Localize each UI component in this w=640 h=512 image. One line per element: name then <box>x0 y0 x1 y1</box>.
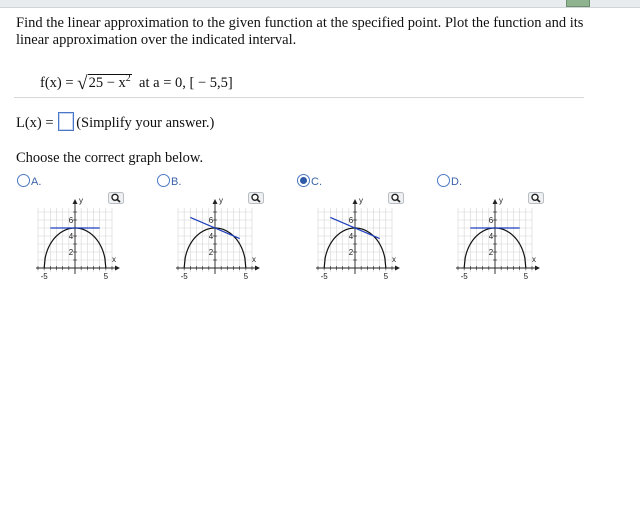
option-b-label: B. <box>171 176 182 188</box>
graph-a[interactable] <box>30 190 130 290</box>
y-tick-label: 6 <box>348 216 354 225</box>
x-axis-label: x <box>532 255 536 264</box>
graph-d-svg <box>450 190 550 290</box>
radicand-exponent: 2 <box>125 73 131 84</box>
y-tick-label: 2 <box>68 248 74 257</box>
y-tick-label: 2 <box>348 248 354 257</box>
y-tick-label: 4 <box>208 232 214 241</box>
graph-a-svg <box>30 190 130 290</box>
y-tick-label: 4 <box>488 232 494 241</box>
y-tick-label: 4 <box>348 232 354 241</box>
graph-c-svg <box>310 190 410 290</box>
radicand <box>88 74 132 91</box>
y-axis-label: y <box>219 196 223 205</box>
y-tick-label: 6 <box>488 216 494 225</box>
point-and-interval: at a = 0, [ − 5,5] <box>131 75 233 91</box>
x-axis-label: x <box>392 255 396 264</box>
graph-b[interactable] <box>170 190 270 290</box>
y-axis-label: y <box>359 196 363 205</box>
zoom-icon[interactable] <box>528 191 544 203</box>
x-axis-label: x <box>252 255 256 264</box>
radio-b[interactable] <box>157 174 170 187</box>
y-tick-label: 6 <box>208 216 214 225</box>
y-tick-label: 4 <box>68 232 74 241</box>
y-axis-arrow <box>493 199 498 204</box>
radio-c[interactable] <box>297 174 310 187</box>
x-axis-arrow <box>115 266 120 271</box>
y-axis-arrow <box>73 199 78 204</box>
option-d-label: D. <box>451 176 462 188</box>
answer-prefix: L(x) = <box>16 115 58 131</box>
y-axis-label: y <box>499 196 503 205</box>
option-a-label: A. <box>31 176 42 188</box>
y-tick-label: 2 <box>488 248 494 257</box>
option-d[interactable] <box>437 174 462 188</box>
x-axis-label: x <box>112 255 116 264</box>
graph-c[interactable] <box>310 190 410 290</box>
x-tick-label: 5 <box>383 272 389 281</box>
option-b[interactable] <box>157 174 181 188</box>
option-c[interactable] <box>297 174 322 188</box>
x-axis-arrow <box>255 266 260 271</box>
radio-a[interactable] <box>17 174 30 187</box>
top-toolbar-strip <box>0 0 640 8</box>
section-divider <box>14 97 584 98</box>
function-prefix: f(x) = <box>40 75 78 91</box>
radicand-base: 25 − x <box>88 75 126 91</box>
zoom-icon[interactable] <box>248 191 264 203</box>
y-tick-label: 6 <box>68 216 74 225</box>
y-axis-label: y <box>79 196 83 205</box>
y-axis-arrow <box>213 199 218 204</box>
choose-instruction: Choose the correct graph below. <box>16 150 204 166</box>
sqrt-symbol: √ <box>77 73 88 94</box>
y-tick-label: 2 <box>208 248 214 257</box>
x-tick-label: 5 <box>243 272 249 281</box>
x-tick-label: -5 <box>320 272 328 281</box>
y-axis-arrow <box>353 199 358 204</box>
answer-input[interactable] <box>58 112 74 131</box>
answer-row <box>16 112 214 132</box>
graph-d[interactable] <box>450 190 550 290</box>
x-tick-label: 5 <box>103 272 109 281</box>
option-a[interactable] <box>17 174 41 188</box>
x-axis-arrow <box>535 266 540 271</box>
graph-b-svg <box>170 190 270 290</box>
x-tick-label: -5 <box>180 272 188 281</box>
window-icon[interactable] <box>566 0 590 7</box>
option-c-label: C. <box>311 176 322 188</box>
radio-d[interactable] <box>437 174 450 187</box>
zoom-icon[interactable] <box>108 191 124 203</box>
x-tick-label: 5 <box>523 272 529 281</box>
x-tick-label: -5 <box>460 272 468 281</box>
function-definition <box>40 73 233 95</box>
x-axis-arrow <box>395 266 400 271</box>
x-tick-label: -5 <box>40 272 48 281</box>
question-prompt: Find the linear approximation to the given function at the specified point. Plot the function and its linear approximation over the indicated interval. <box>16 15 584 48</box>
answer-hint: (Simplify your answer.) <box>76 115 215 131</box>
zoom-icon[interactable] <box>388 191 404 203</box>
